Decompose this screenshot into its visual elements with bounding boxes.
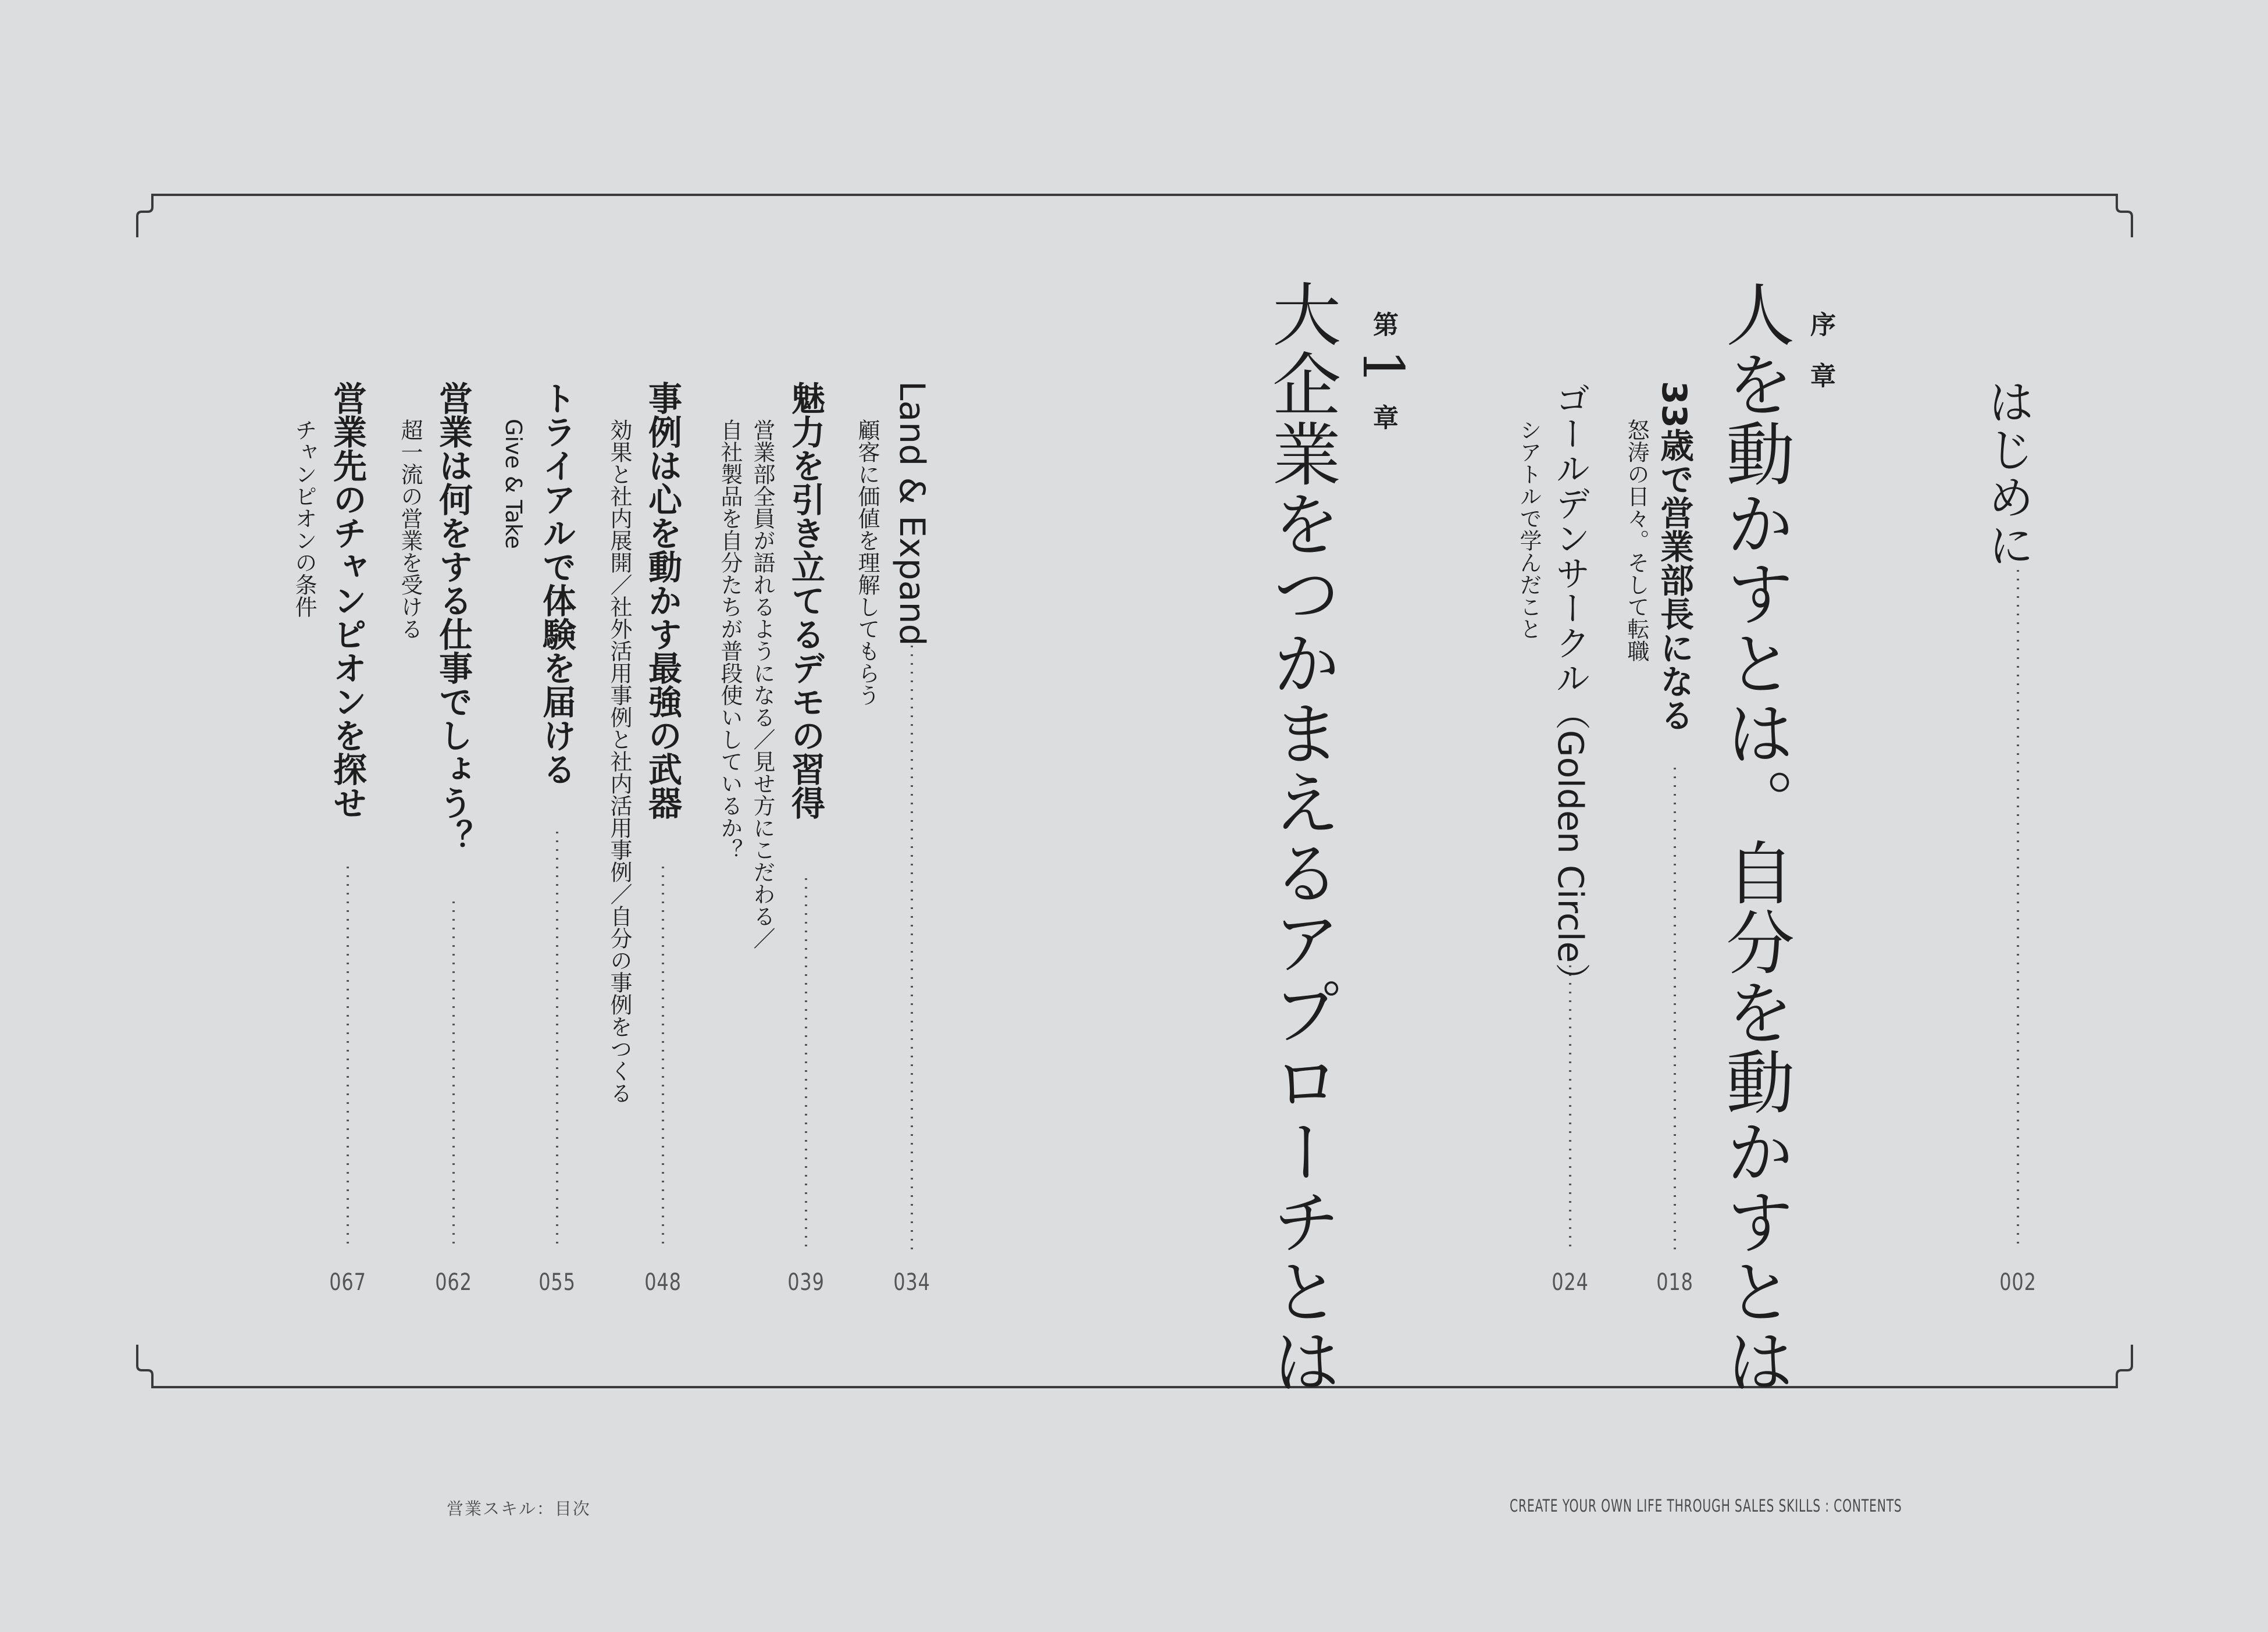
chapter1-entry-3-title[interactable]: 事例は心を動かす最強の武器 [643,381,682,819]
chapter1-entry-2-page: 039 [787,1269,825,1296]
prologue-entry-2-page: 024 [1552,1269,1589,1296]
prologue-label: 序 章 [1806,311,1835,388]
chapter1-entry-5-title[interactable]: 営業は何をする仕事でしょう？ [433,381,473,853]
chapter1-label [1350,311,1415,430]
prologue-entry-2-sub: シアトルで学んだこと [1516,419,1542,640]
chapter1-entry-4-sub: Give & Take [501,419,526,549]
chapter1-entry-4-page: 055 [539,1269,576,1296]
chapter1-entry-6-title[interactable]: 営業先のチャンピオンを探せ [327,381,367,819]
prologue-entry-1-page: 018 [1656,1269,1693,1296]
chapter1-entry-1-sub: 顧客に価値を理解してもらう [854,419,880,706]
chapter1-label-number: 1 [1350,349,1415,385]
chapter1-entry-1-page: 034 [893,1269,930,1296]
chapter1-label-suffix: 章 [1368,404,1398,430]
intro-page-number: 002 [1999,1269,2037,1296]
prologue-entry-1-sub: 怒涛の日々。そして転職 [1624,419,1649,662]
chapter1-label-prefix: 第 [1368,311,1398,337]
chapter1-entry-6-sub: チャンピオンの条件 [291,419,317,618]
chapter1-entry-3-page: 048 [644,1269,682,1296]
chapter1-entry-6-page: 067 [329,1269,366,1296]
chapter1-entry-2-title[interactable]: 魅力を引き立てるデモの習得 [786,381,825,819]
chapter1-entry-1-title[interactable]: Land & Expand [891,381,932,646]
footer-left: 営業スキル：目次 [447,1499,591,1519]
chapter1-entry-3-sub: 効果と社内展開／社外活用事例と社内活用事例／自分の事例をつくる [607,419,632,1104]
prologue-entry-1-title[interactable]: 33歳で営業部長になる [1654,381,1694,732]
chapter1-entry-5-page: 062 [435,1269,472,1296]
prologue-heading: 人を動かすとは。自分を動かすとは [1714,279,1795,1396]
chapter1-entry-2-sub: 営業部全員が語れるようになる／見せ方にこだわる／ [750,419,775,949]
chapter1-entry-2-sub2: 自社製品を自分たちが普段使いしているか？ [717,419,743,861]
chapter1-heading: 大企業をつかまえるアプローチとは [1261,279,1341,1396]
intro-title[interactable]: はじめに [1980,378,2034,569]
chapter1-entry-5-sub: 超一流の営業を受ける [397,419,423,640]
chapter1-entry-4-title[interactable]: トライアルで体験を届ける [537,381,576,786]
prologue-entry-2-title[interactable]: ゴールデンサークル（Golden Circle） [1550,381,1591,998]
footer-right: CREATE YOUR OWN LIFE THROUGH SALES SKILLS : CONTENTS [1510,1496,1902,1516]
